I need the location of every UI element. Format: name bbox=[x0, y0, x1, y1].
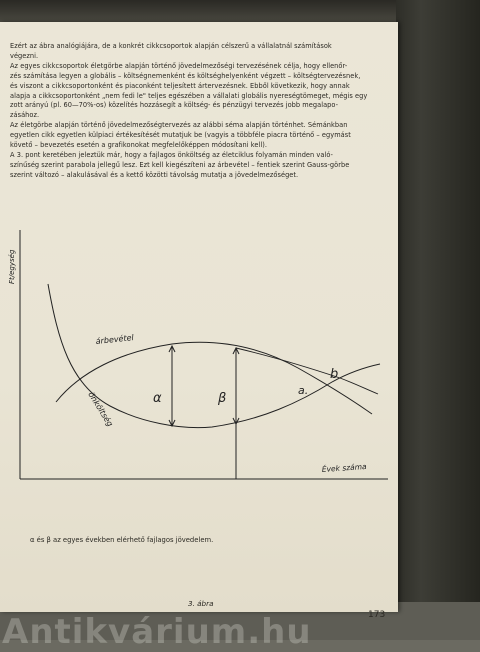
text-line: zásához. bbox=[10, 111, 40, 120]
figure-caption: α és β az egyes években elérhető fajlagos jövedelem. bbox=[30, 536, 214, 544]
revenue-curve-label: árbevétel bbox=[95, 333, 135, 346]
figure-label: 3. ábra bbox=[188, 599, 214, 608]
life-cycle-diagram bbox=[0, 22, 398, 612]
text-line: követő – bevezetés esetén a grafikonokat megfelelőképpen módosítani kell). bbox=[10, 141, 268, 150]
alpha-label: α bbox=[153, 391, 162, 406]
text-line: A 3. pont keretében jeleztük már, hogy a fajlagos önköltség az életciklus folyamán minden való- bbox=[10, 150, 333, 159]
book-page bbox=[0, 22, 398, 620]
watermark: Antikvárium.hu bbox=[2, 612, 312, 652]
x-axis-label: Évek száma bbox=[321, 461, 367, 474]
text-line: színűség szerint parabola jellegű lesz. Ezt kell kiegészíteni az árbevétel – fentiek szerint Gauss-görbe bbox=[10, 160, 350, 169]
book-spine bbox=[396, 0, 480, 640]
text-line: egyetlen cikk egyetlen külpiaci értékesítését mutatjuk be (vagyis a többféle piacra történő – egymást bbox=[10, 131, 351, 140]
page-number: 173 bbox=[368, 610, 386, 620]
text-line: és viszont a cikkcsoportonként és piaconként teljesített ártervezésnek. Ebből következik, hogy annak bbox=[10, 81, 350, 90]
text-line: zott arányú (pl. 60—70%-os) közelítés hozzásegít a költség- és pénzügyi tervezés jobb megalapo- bbox=[10, 101, 339, 110]
b-label: b bbox=[330, 367, 339, 382]
revenue-curve bbox=[56, 342, 372, 414]
text-line: szerint változó – alakulásával és a kettő közötti távolság mutatja a jövedelmezőséget. bbox=[10, 170, 299, 179]
text-line: zés számítása legyen a globális – költségnemenként és költséghelyenként végzett – költségtervezésnek, bbox=[10, 71, 361, 80]
y-axis-label: Ft/egység bbox=[8, 249, 16, 284]
cost-curve-label: önköltség bbox=[86, 390, 115, 429]
text-line: Az életgörbe alapján történő jövedelmezőségtervezés az alábbi séma alapján történhet. Sémánkban bbox=[10, 121, 348, 130]
text-line: Ezért az ábra analógiájára, de a konkrét cikkcsoportok alapján célszerű a vállalatnál számítások bbox=[10, 42, 332, 50]
text-line: Az egyes cikkcsoportok életgörbe alapján történő jövedelmezőségi tervezésének célja, hogy ellenőr- bbox=[10, 61, 348, 70]
text-line: alapja a cikkcsoportonként „nem fedi le" teljes egészében a vállalati globális nyereségtömeget, mégis egy bbox=[10, 91, 368, 100]
text-line: végezni. bbox=[10, 51, 39, 60]
a-label: a. bbox=[298, 384, 309, 397]
beta-label: β bbox=[218, 391, 227, 406]
